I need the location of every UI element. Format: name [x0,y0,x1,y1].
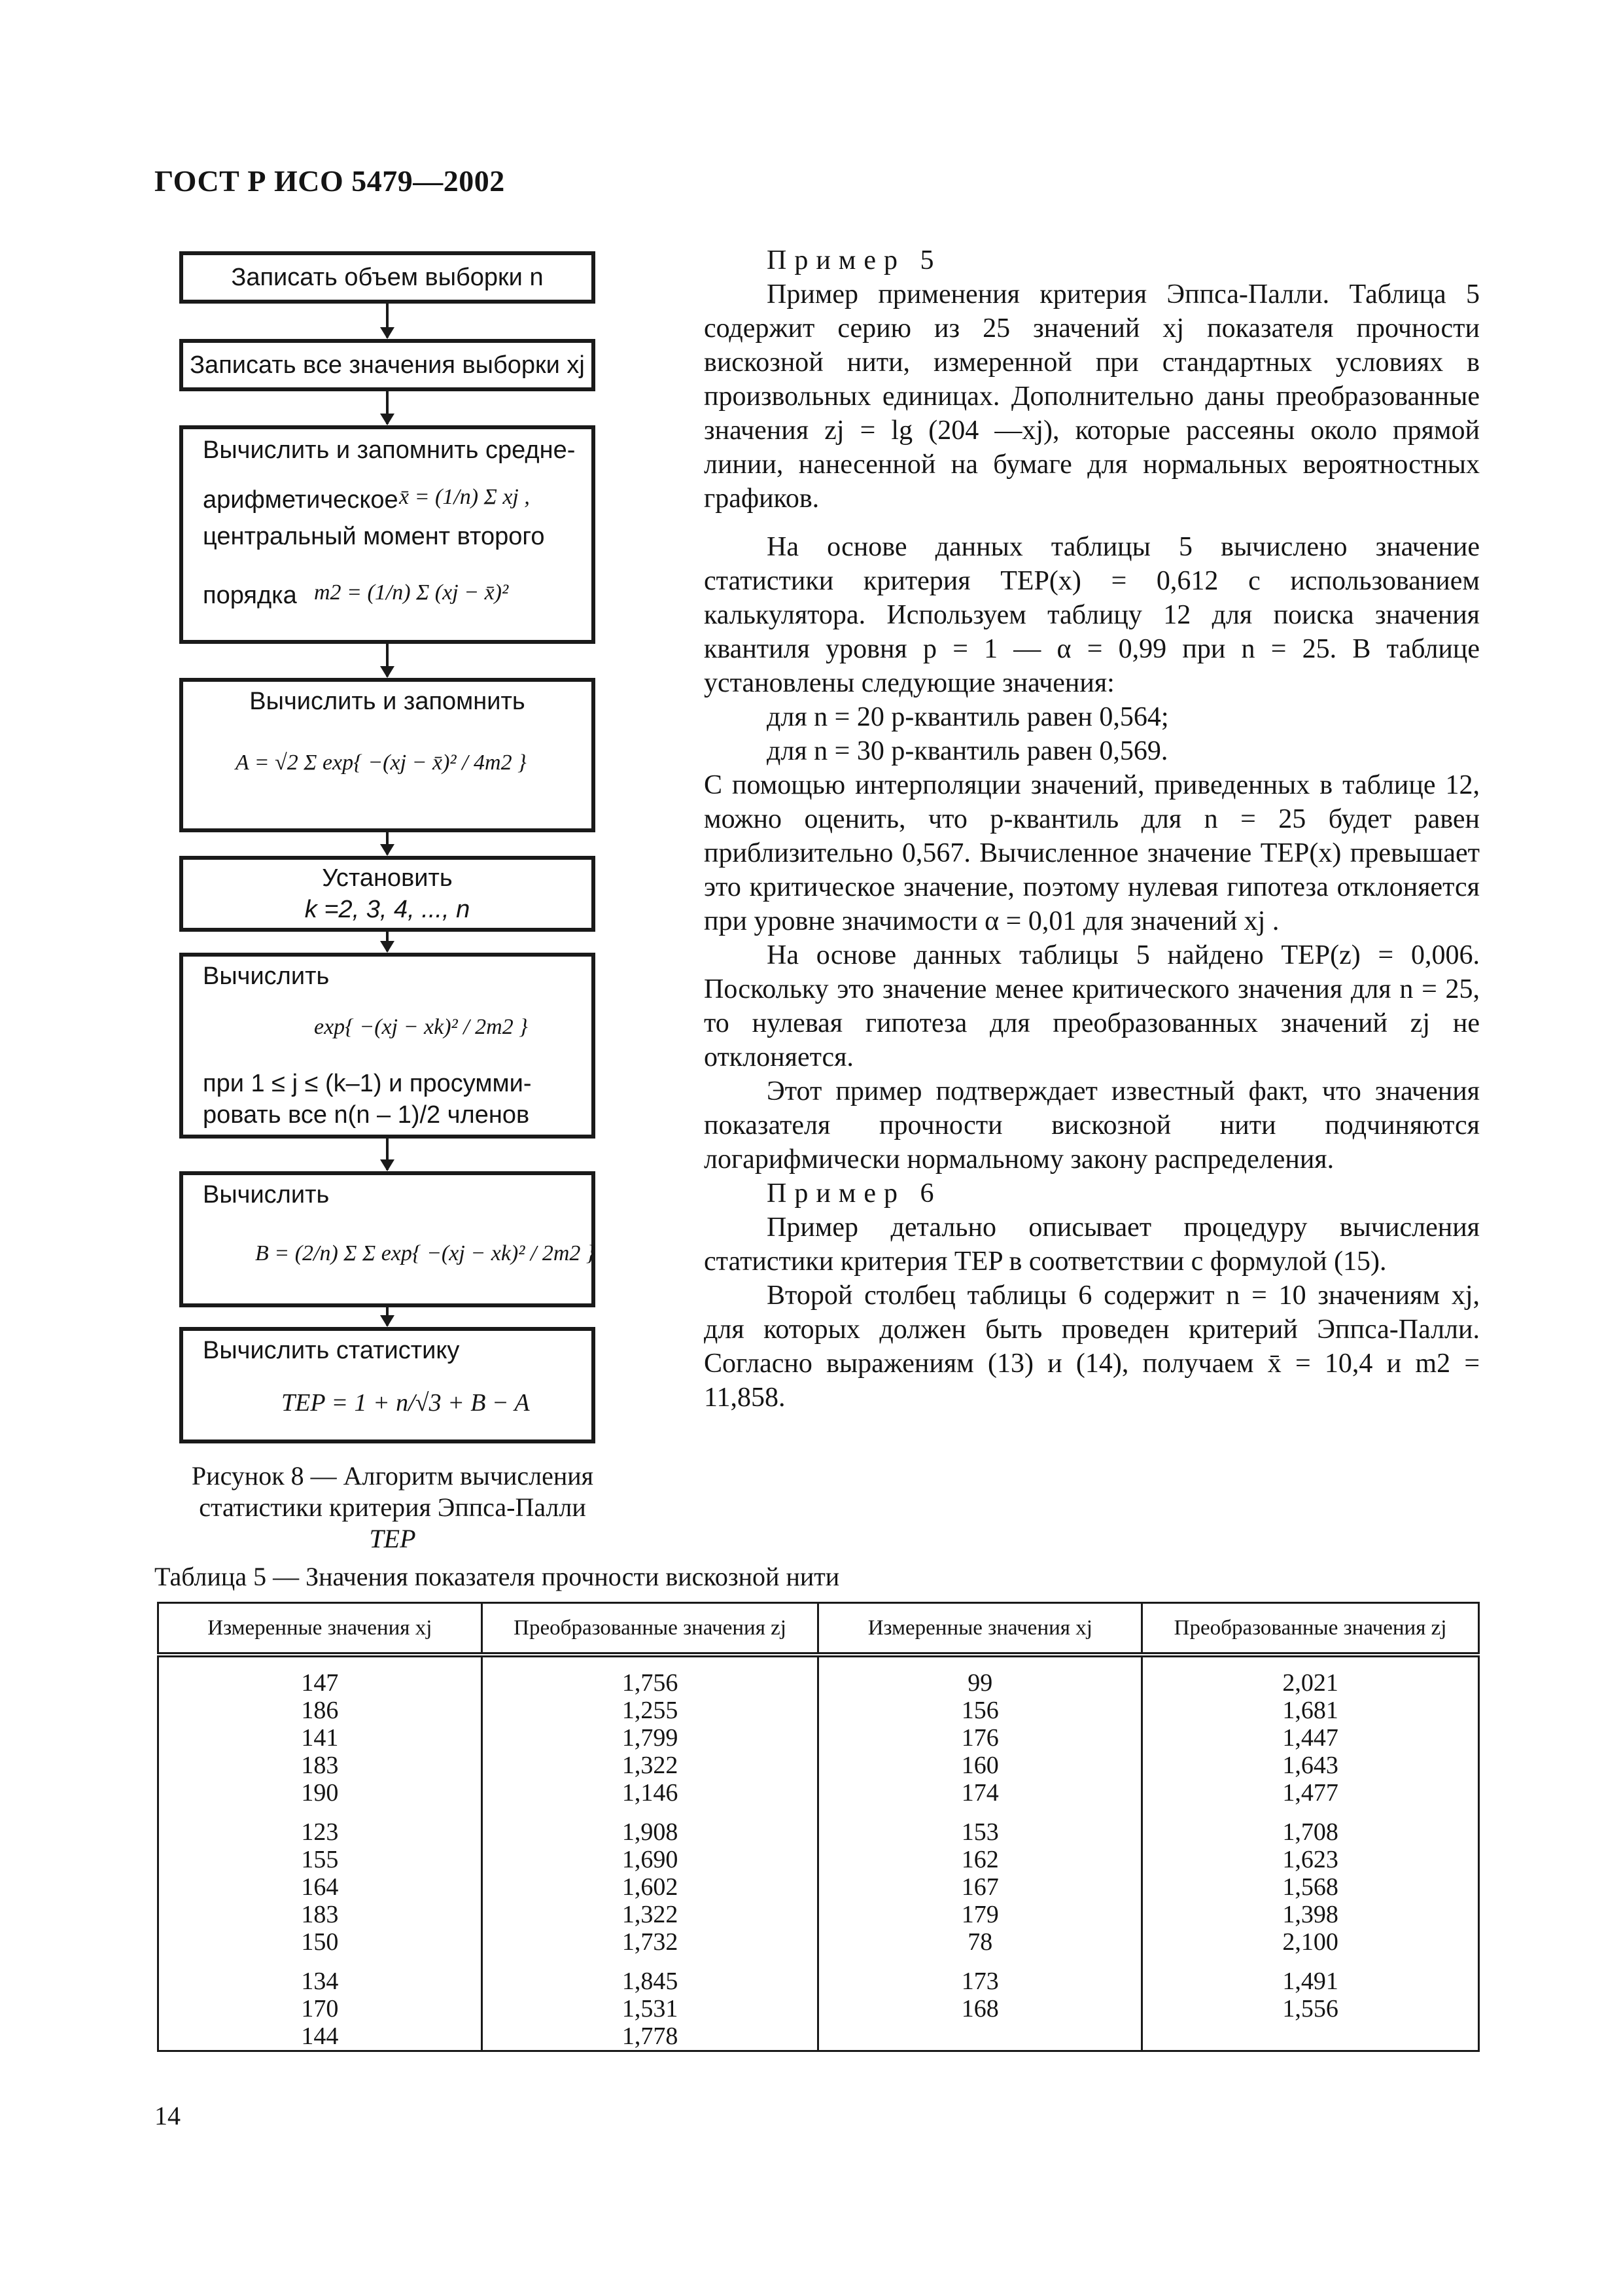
column-header: Измеренные значения xj [158,1603,482,1655]
flow-arrow [386,1139,389,1170]
flow-box-text: Вычислить [203,963,330,990]
flow-box-text: порядка [203,582,297,609]
table-cell [818,1807,1142,1956]
cell-value: 160 [961,1752,999,1779]
flow-box-set-k [179,856,595,932]
cell-value: 1,690 [621,1846,678,1873]
cell-value: 1,756 [621,1669,678,1697]
table-caption: Таблица 5 — Значения показателя прочности вискозной нити [154,1562,840,1591]
a-formula: A = √2 Σ exp{ −(xj − x̄)² / 4m2 } [236,751,527,775]
table-row [158,1655,1479,1807]
flow-box-text: центральный момент второго [203,523,545,550]
example-6-heading: Пример 6 [767,1178,942,1209]
b-formula: B = (2/n) Σ Σ exp{ −(xj − xk)² / 2m2 } [255,1241,595,1265]
cell-value: 164 [301,1873,339,1901]
cell-value: 1,845 [621,1968,678,1995]
flow-box-text: k =2, 3, 4, ..., n [304,896,470,923]
flow-box-text: Вычислить статистику [203,1337,460,1364]
cell-value: 141 [301,1724,339,1752]
flow-arrow [386,644,389,677]
table-cell [818,1655,1142,1807]
cell-value: 1,447 [1282,1724,1338,1752]
table-cell [481,1655,818,1807]
flow-box-text: Вычислить и запомнить средне- [203,436,576,464]
paragraph: На основе данных таблицы 5 вычислено значение статистики критерия TEP(x) = 0,612 с использованием калькулятора. Используем таблицу 12 для поиска значения квантиля уровня p = 1 — α = 0,99 при n = 25. В таблице установлены следующие значения: [704,532,1480,698]
cell-value: 183 [301,1901,339,1928]
paragraph: Второй столбец таблицы 6 содержит n = 10 значениям xj, для которых должен быть проведен критерий Эппса-Палли. Согласно выражениям (13) и (14), получаем x̄ = 10,4 и m2 = 11,858. [704,1280,1480,1413]
table-cell [818,1956,1142,2051]
flow-box-text: Вычислить [203,1181,330,1209]
cell-value: 1,322 [621,1752,678,1779]
flow-box-compute-b [179,1171,595,1307]
cell-value: 1,398 [1282,1901,1338,1928]
paragraph-line: для n = 30 p-квантиль равен 0,569. [767,736,1168,766]
flow-box-text: Записать объем выборки n [231,264,544,291]
cell-value: 1,708 [1282,1818,1338,1846]
flow-box-text: ровать все n(n – 1)/2 членов [203,1101,530,1129]
flow-box-text: при 1 ≤ j ≤ (k–1) и просумми- [203,1070,532,1097]
cell-value: 1,491 [1282,1968,1338,1995]
cell-value: 99 [968,1669,993,1697]
table-cell [158,1807,482,1956]
paragraph: Этот пример подтверждает известный факт, что значения показателя прочности вискозной нити подчиняются логарифмически нормальному закону распределения. [704,1076,1480,1174]
cell-value: 144 [301,2022,339,2050]
cell-value: 168 [961,1995,999,2022]
cell-value: 162 [961,1846,999,1873]
example-5-heading: Пример 5 [767,245,942,275]
cell-value: 134 [301,1968,339,1995]
table-cell [481,1956,818,2051]
table-cell [158,1956,482,2051]
cell-value: 153 [961,1818,999,1846]
cell-value: 186 [301,1697,339,1724]
cell-value: 167 [961,1873,999,1901]
column-header: Измеренные значения xj [818,1603,1142,1655]
flow-arrow [386,1307,389,1326]
cell-value: 2,021 [1282,1669,1338,1697]
table-cell [481,1807,818,1956]
cell-value: 156 [961,1697,999,1724]
cell-value: 190 [301,1779,339,1807]
cell-value: 1,322 [621,1901,678,1928]
flow-box-text: Установить [322,864,453,892]
flow-arrow [386,304,389,338]
cell-value: 1,778 [621,2022,678,2050]
flow-arrow [386,832,389,855]
cell-value: 1,799 [621,1724,678,1752]
cell-value: 1,568 [1282,1873,1338,1901]
cell-value: 176 [961,1724,999,1752]
moment-formula: m2 = (1/n) Σ (xj − x̄)² [314,580,509,605]
cell-value: 123 [301,1818,339,1846]
table-cell [158,1655,482,1807]
flow-box-compute-a [179,678,595,832]
table-cell [1142,1807,1479,1956]
cell-value: 1,908 [621,1818,678,1846]
flow-box-record-size [179,251,595,304]
flow-box-text: Вычислить и запомнить [249,688,525,715]
column-header: Преобразованные значения zj [481,1603,818,1655]
flow-box-mean-moment [179,425,595,644]
cell-value: 150 [301,1928,339,1956]
cell-value: 1,556 [1282,1995,1338,2022]
exp-formula: exp{ −(xj − xk)² / 2m2 } [314,1015,528,1039]
caption-line: Рисунок 8 — Алгоритм вычисления [191,1461,594,1491]
cell-value: 174 [961,1779,999,1807]
mean-formula: x̄ = (1/n) Σ xj , [399,485,530,509]
cell-value: 173 [961,1968,999,1995]
cell-value: 1,732 [621,1928,678,1956]
table-cell [1142,1956,1479,2051]
paragraph: С помощью интерполяции значений, приведенных в таблице 12, можно оценить, что p-квантиль для n = 25 будет равен приблизительно 0,567. Вычисленное значение TEP(x) превышает это критическое значение, поэтому нулевая гипотеза отклоняется при уровне значимости α = 0,01 для значений xj . [704,770,1480,936]
cell-value: 179 [961,1901,999,1928]
cell-value: 1,531 [621,1995,678,2022]
cell-value: 1,602 [621,1873,678,1901]
paragraph: На основе данных таблицы 5 найдено TEP(z) = 0,006. Поскольку это значение менее критического значения для n = 25, то нулевая гипотеза для преобразованных значений zj не отклоняется. [704,940,1480,1072]
table-cell [1142,1655,1479,1807]
cell-value: 1,146 [621,1779,678,1807]
cell-value: 170 [301,1995,339,2022]
page-number: 14 [154,2101,181,2130]
flow-box-record-values [179,339,595,391]
column-header: Преобразованные значения zj [1142,1603,1479,1655]
cell-value: 183 [301,1752,339,1779]
document-header: ГОСТ Р ИСО 5479—2002 [154,164,505,198]
cell-value: 78 [968,1928,993,1956]
table-row [158,1956,1479,2051]
flow-box-compute-statistic [179,1327,595,1443]
paragraph: Пример применения критерия Эппса-Палли. Таблица 5 содержит серию из 25 значений xj показателя прочности вискозной нити, измеренной при стандартных условиях в произвольных единицах. Дополнительно даны преобразованные значения zj = lg (204 —xj), которые рассеяны около прямой линии, нанесенной на бумаге для нормальных вероятностных графиков. [704,279,1480,514]
flow-box-text: арифметическое [203,486,398,514]
caption-line: TEP [369,1524,416,1553]
flow-arrow [386,932,389,951]
cell-value: 1,623 [1282,1846,1338,1873]
cell-value: 147 [301,1669,339,1697]
cell-value: 1,681 [1282,1697,1338,1724]
tep-formula: TEP = 1 + n/√3 + B − A [281,1389,530,1417]
cell-value: 2,100 [1282,1928,1338,1956]
flow-box-text: Записать все значения выборки xj [190,351,585,379]
cell-value: 1,477 [1282,1779,1338,1807]
flow-box-compute-sum [179,953,595,1139]
paragraph: Пример детально описывает процедуру вычисления статистики критерия TEP в соответствии с формулой (15). [704,1212,1480,1277]
paragraph-line: для n = 20 p-квантиль равен 0,564; [767,702,1169,732]
cell-value: 155 [301,1846,339,1873]
figure-caption [177,1460,608,1555]
cell-value: 1,643 [1282,1752,1338,1779]
caption-line: статистики критерия Эппса-Палли [199,1492,586,1522]
body-text-column [704,243,1480,1415]
table-row [158,1807,1479,1956]
data-table [157,1602,1480,2052]
flow-arrow [386,391,389,424]
cell-value: 1,255 [621,1697,678,1724]
